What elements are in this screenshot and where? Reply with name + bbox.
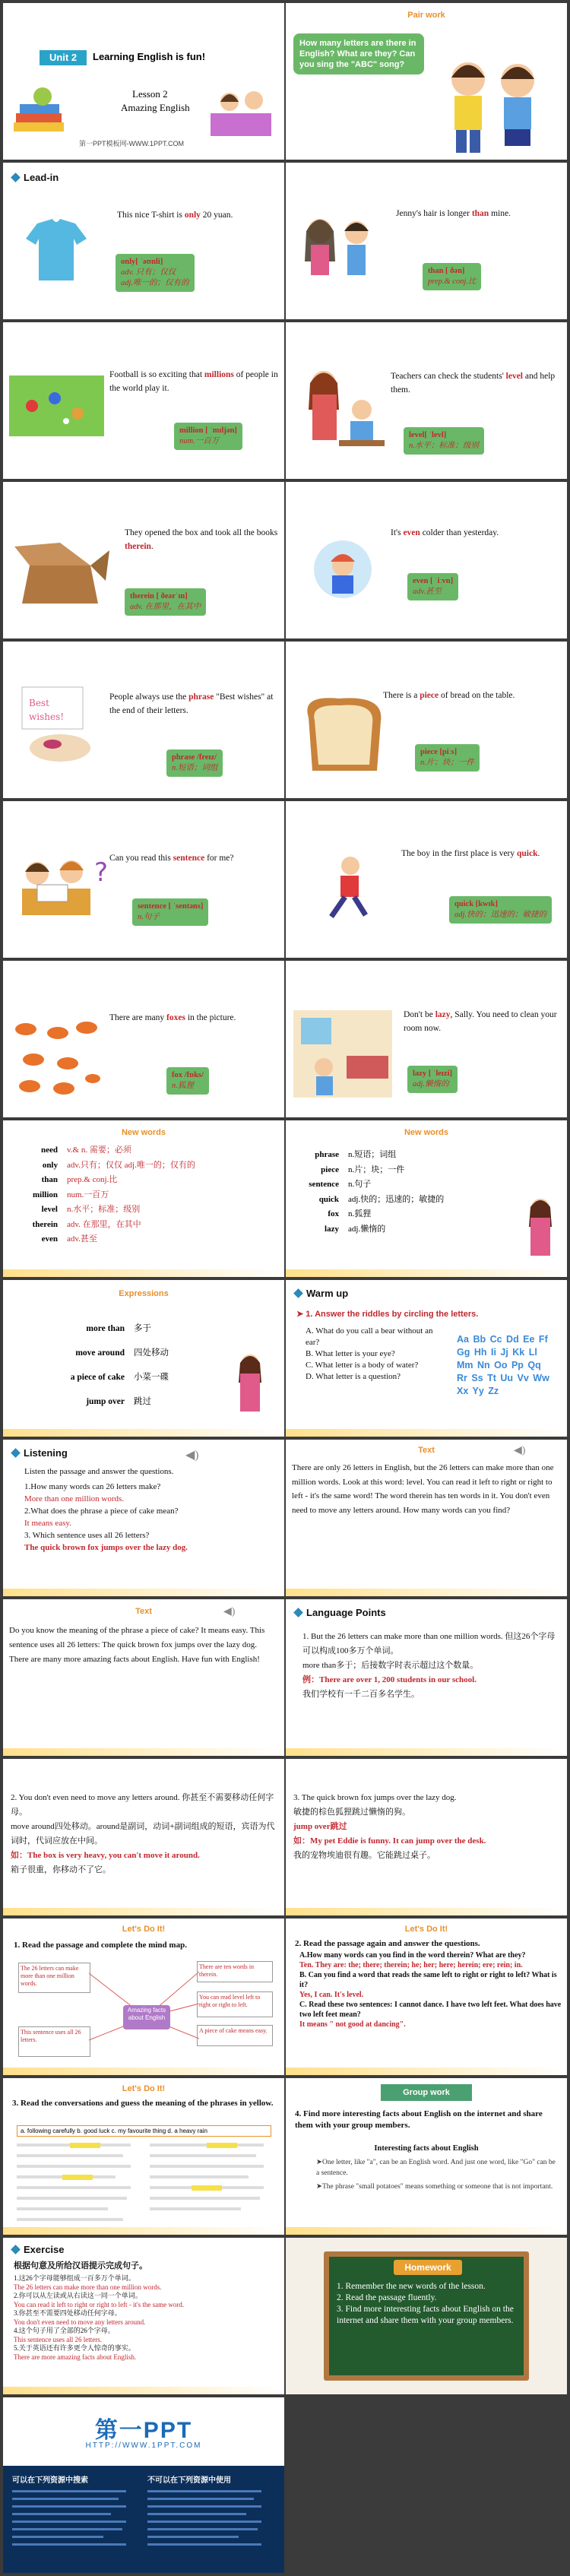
note-than: than [ ðən] prep.& conj.比 [423, 263, 481, 290]
sentence-sentence: Can you read this sentence for me? [109, 854, 234, 863]
slide-footer-bar [3, 1748, 284, 1756]
word-row: than prep.& conj.比 [41, 1175, 118, 1184]
homework-list: 1. Remember the new words of the lesson. 2. Read the passage fluently. 3. Find more interesting facts about English on the internet and share them with your group members. [337, 2282, 514, 2325]
slide-footer-bar [286, 2067, 567, 2075]
warm-up-title: Warm up [295, 1288, 348, 1299]
text-slide-1 [286, 1440, 567, 1596]
note-only: only[ ˈəʊnli] adv. 只有；仅仅 adj.唯一的；仅有的 [116, 254, 195, 292]
slide-footer-bar [3, 1269, 284, 1277]
svg-text:?: ? [94, 857, 109, 888]
running-boy-illustration [316, 854, 377, 923]
slide-footer-bar [3, 2387, 284, 2394]
cold-child-illustration [312, 539, 373, 600]
chalkboard [324, 2251, 529, 2381]
word-row: even adv.甚至 [41, 1234, 97, 1244]
word-row: fox n.狐狸 [328, 1209, 372, 1218]
speaker-icon[interactable]: ◀) [223, 1606, 236, 1618]
word-row: piece n.片；块；一件 [321, 1164, 405, 1174]
lets-do-slide-3 [3, 2078, 284, 2235]
new-words-list-1 [11, 1143, 277, 1247]
listening-content: Listen the passage and answer the questions. 1.How many words can 26 letters make? More than one million words. 2.What does the phrase a piece of cake mean? It means easy. 3. Which sentence uses all 26 letters? The quick brown fox jumps over the lazy dog. [24, 1467, 188, 1552]
pair-work-bubble: How many letters are there in English? What are they? Can you sing the "ABC" song? [293, 33, 424, 74]
ppt-ad-slide [3, 2397, 284, 2573]
speaker-icon[interactable]: ◀) [185, 1449, 199, 1462]
text-label-1: Text [418, 1446, 435, 1455]
new-words-list-2 [292, 1148, 512, 1237]
slide-footer-bar [286, 2227, 567, 2235]
note-lazy: lazy [ ˈleɪzi] adj.懒惰的 [407, 1066, 458, 1093]
teacher-illustration [231, 1352, 269, 1421]
word-row: need v.& n. 需要；必须 [41, 1145, 131, 1155]
lesson-subtitle: Amazing English [121, 102, 190, 113]
foxes-illustration [11, 1014, 102, 1098]
homework-label: Homework [394, 2260, 462, 2275]
sentence-than: Jenny's hair is longer than mine. [396, 209, 511, 218]
language-point-1: 1. But the 26 letters can make more than one million words. 但这26个字母可以构成100多万个单词。 more than多于；后接数字时表示超过这个数量。 例：There are over 1, 200 students in our school. 我们学校有一千二百多名学生。 [302, 1632, 556, 1699]
leadin-slide-5 [3, 482, 284, 638]
note-piece: piece [piːs] n.片；块；一件 [415, 744, 480, 772]
teacher-student-illustration [297, 364, 385, 463]
open-box-illustration [14, 535, 113, 611]
ad-left-heading: 可以在下列资源中搜索 [12, 2476, 88, 2485]
girls-hair-illustration [297, 208, 381, 292]
note-million: million [ ˈmɪljən] num.一百万 [174, 423, 242, 450]
bullet-diamond-icon [11, 2245, 21, 2254]
two-children-illustration [438, 49, 552, 155]
word-row: therein adv. 在那里，在其中 [32, 1219, 141, 1229]
pair-work-slide [286, 3, 567, 160]
word-row: phrase n.短语；词组 [315, 1150, 397, 1159]
sentence-phrase: People always use the phrase "Best wishes" at the end of their letters. [109, 692, 274, 715]
sentence-piece: There is a piece of bread on the table. [383, 691, 515, 700]
slide-footer-bar [286, 1748, 567, 1756]
kids-reading-illustration [207, 79, 275, 140]
mind-map-node: There are ten words in therein. [197, 1961, 273, 1982]
slide-footer-bar [3, 2227, 284, 2235]
leadin-title: Lead-in [12, 172, 59, 183]
leadin-slide-2 [286, 163, 567, 319]
note-therein: therein [ ðeərˈɪn] adv. 在那里，在其中 [125, 588, 206, 616]
riddle-item: B. What letter is your eye? [306, 1349, 395, 1358]
best-wishes-card-illustration [18, 683, 94, 767]
expressions-list [18, 1317, 169, 1414]
football-field-illustration [9, 375, 104, 436]
new-words-slide-2 [286, 1120, 567, 1277]
svg-text:wishes!: wishes! [29, 711, 65, 722]
sentence-million: Football is so exciting that millions of people in the world play it. [109, 370, 278, 393]
riddle-list [306, 1326, 442, 1383]
slide-footer-bar [286, 1429, 567, 1437]
note-fox: fox /fɒks/ n.狐狸 [166, 1067, 209, 1095]
lesson-title: Learning English is fun! [93, 51, 206, 62]
sentence-level: Teachers can check the students' level and help them. [391, 372, 556, 394]
messy-room-illustration [293, 1010, 392, 1098]
ad-url[interactable]: HTTP://WWW.1PPT.COM [85, 2441, 202, 2450]
lets-do-slide-1 [3, 1919, 284, 2075]
new-words-label-1: New words [121, 1128, 166, 1137]
word-row: lazy adj.懒惰的 [325, 1224, 386, 1234]
expressions-slide [3, 1280, 284, 1437]
alphabet-letters: Aa Bb Cc Dd Ee Ff Gg Hh Ii Jj Kk Ll Mm Nn Oo Pp Qq Rr Ss Tt Uu Vv Ww Xx Yy Zz [457, 1334, 549, 1396]
lets-do-label-1: Let's Do It! [122, 1925, 166, 1934]
slide-footer-bar [286, 1908, 567, 1915]
text-label-2: Text [135, 1607, 152, 1616]
language-points-slide-2 [3, 1759, 284, 1915]
slide-footer-bar [3, 1429, 284, 1437]
ad-right-heading: 不可以在下列资源中使用 [147, 2476, 231, 2485]
leadin-slide-4 [286, 322, 567, 479]
leadin-slide-12 [286, 961, 567, 1117]
language-points-title: Language Points [295, 1607, 386, 1618]
leadin-slide-8 [286, 642, 567, 798]
leadin-slide-11 [3, 961, 284, 1117]
mind-map-node: This sentence uses all 26 letters. [18, 2026, 90, 2057]
mind-map-node: You can read level left to right or right to left. [197, 1991, 273, 2017]
sentence-only: This nice T-shirt is only 20 yuan. [117, 211, 233, 220]
exercise-title: Exercise [12, 2244, 65, 2255]
warm-up-task: ➤ 1. Answer the riddles by circling the letters. [296, 1310, 479, 1319]
expression-row: a piece of cake 小菜一碟 [70, 1373, 169, 1382]
slide-footer-bar [3, 1908, 284, 1915]
note-level: level[ ˈlevl] n.水平；标准；级别 [404, 427, 484, 455]
group-work-slide [286, 2078, 567, 2235]
group-work-subtitle: Interesting facts about English [374, 2144, 479, 2153]
leadin-slide-10 [286, 801, 567, 958]
word-row: sentence n.句子 [309, 1180, 372, 1189]
tshirt-illustration [22, 216, 90, 284]
riddle-item: C. What letter is a body of water? [306, 1361, 419, 1370]
sentence-quick: The boy in the first place is very quick. [401, 849, 540, 858]
language-points-slide-1 [286, 1599, 567, 1756]
language-points-slide-3 [286, 1759, 567, 1915]
word-row: million num.一百万 [32, 1190, 109, 1199]
expressions-label: Expressions [119, 1289, 169, 1298]
leadin-slide-1 [3, 163, 284, 319]
bullet-diamond-icon [293, 1288, 303, 1298]
expression-row: jump over 跳过 [86, 1397, 151, 1406]
note-even: even [ ˈiːvn] adv.甚至 [407, 573, 458, 600]
slide-footer-bar [286, 1269, 567, 1277]
group-work-label: Group work [381, 2084, 472, 2101]
lets-do-slide-2 [286, 1919, 567, 2075]
slide-footer-bar [3, 1589, 284, 1596]
note-phrase: phrase /freɪz/ n.短语；词组 [166, 749, 223, 777]
books-illustration [12, 83, 73, 136]
interesting-facts: ➤One letter, like "a", can be an English word. And just one word, like "Go" can be a sentence. ➤The phrase "small potatoes" means something or someone that is not important. [316, 2159, 556, 2191]
slide-footer-bar [286, 1589, 567, 1596]
bread-slice-illustration [293, 695, 392, 778]
lets-do-task-3: 3. Read the conversations and guess the meaning of the phrases in yellow. [12, 2099, 274, 2108]
leadin-slide-6 [286, 482, 567, 638]
language-point-3: 3. The quick brown fox jumps over the lazy dog. 敏捷的棕色狐狸跳过懒惰的狗。 jump over跳过 如：My pet Eddie is funny. It can jump over the desk. 我的宠物埃迪很有趣。它能跳过桌子。 [293, 1793, 486, 1860]
note-sentence: sentence [ ˈsentəns] n.句子 [132, 898, 208, 926]
text-paragraph-1: There are only 26 letters in English, but the 26 letters can make more than one million words. Look at this word: level. You can read it left to right or right to left - it's the same word! The word therein has ten words in it. You don't even need to move any letters around. How many words can you find? [292, 1463, 554, 1515]
lets-do-qa: A.How many words can you find in the word therein? What are they? Ten. They are: the; there; therein; he; her; here; herein; ere; rein; in. B. Can you find a word that reads the same left to right or right to left? What is it? Yes, I can. It's level. C. Read these two sentences: I cannot dance. I have two left feet. What does have two left feet mean? It means " not good at dancing". [299, 1951, 562, 2029]
lets-do-task-2: 2. Read the passage again and answer the questions. [295, 1939, 480, 1948]
mind-map-center: Amazing facts about English [127, 2007, 166, 2021]
homework-slide [286, 2238, 567, 2394]
exercise-slide [3, 2238, 284, 2394]
word-row: quick adj.快的；迅速的；敏捷的 [318, 1194, 445, 1204]
conversation-worksheet [17, 2139, 271, 2226]
title-slide [3, 3, 284, 160]
site-label: 第一PPT模板网-WWW.1PPT.COM [79, 140, 184, 147]
note-quick: quick [kwɪk] adj.快的；迅速的；敏捷的 [449, 896, 552, 924]
warm-up-slide [286, 1280, 567, 1437]
lets-do-label-3: Let's Do It! [122, 2084, 166, 2093]
slide-footer-bar [3, 2067, 284, 2075]
leadin-slide-7 [3, 642, 284, 798]
riddle-item: A. What do you call a bear without an ear? [306, 1326, 433, 1347]
lets-do-task-1: 1. Read the passage and complete the mind map. [14, 1941, 187, 1950]
listening-slide [3, 1440, 284, 1596]
bullet-diamond-icon [11, 173, 21, 182]
word-row: level n.水平；标准；级别 [41, 1205, 141, 1214]
teacher-pointing-illustration [521, 1196, 559, 1265]
leadin-slide-3 [3, 322, 284, 479]
bullet-diamond-icon [293, 1608, 303, 1618]
riddle-item: D. What letter is a question? [306, 1372, 401, 1381]
new-words-slide-1 [3, 1120, 284, 1277]
exercise-lines: 1.这26个字母能够组成一百多万个单词。 The 26 letters can make more than one million words. 2.你可以从左读或从右读这一同一个单词。 You can read it left to right or right to left - it's the same word. 3.你甚至不需要四处移动任何字母。 You don't even need to move any letters around. 4.这个句子用了全部的26个字母。 This sentence uses all 26 letters. 5.关于英语还有许多更令人惊奇的事实。 There are more amazing facts about English. [14, 2274, 185, 2361]
bullet-diamond-icon [11, 1448, 21, 1458]
phrase-options: a. following carefully b. good luck c. my favourite thing d. a heavy rain [17, 2125, 271, 2137]
mind-map-node: The 26 letters can make more than one million words. [18, 1963, 90, 1993]
pair-work-label: Pair work [407, 11, 445, 20]
ad-link-list [12, 2487, 278, 2567]
expression-row: more than 多于 [86, 1324, 151, 1333]
ad-logo: 第一PPT [94, 2418, 193, 2443]
leadin-slide-9 [3, 801, 284, 958]
text-slide-2 [3, 1599, 284, 1756]
speaker-icon[interactable]: ◀) [514, 1445, 526, 1456]
lesson-number: Lesson 2 [132, 88, 168, 100]
sentence-even: It's even colder than yesterday. [391, 528, 499, 537]
children-reading-illustration [14, 851, 113, 927]
sentence-fox: There are many foxes in the picture. [109, 1013, 236, 1022]
expression-row: move around 四处移动 [75, 1348, 169, 1358]
text-paragraph-2: Do you know the meaning of the phrase a piece of cake? It means easy. This sentence uses all 26 letters: The quick brown fox jumps over the lazy dog. There are many more amazing facts about English. Have fun with English! [9, 1626, 265, 1664]
new-words-label-2: New words [404, 1128, 449, 1137]
sentence-lazy: Don't be lazy, Sally. You need to clean your room now. [404, 1010, 557, 1033]
mind-map-node: A piece of cake means easy. [197, 2025, 273, 2046]
lets-do-label-2: Let's Do It! [404, 1925, 448, 1934]
word-row: only adv.只有；仅仅 adj.唯一的；仅有的 [42, 1160, 195, 1170]
svg-text:Best: Best [29, 698, 49, 708]
language-point-2: 2. You don't even need to move any letters around. 你甚至不需要移动任何字母。 move around四处移动。around是副词，动词+副词组成的短语，宾语为代词时，代词应放在中间。 如：The box is very heavy, you can't move it around. 箱子很重，你移动不了它。 [11, 1793, 275, 1874]
exercise-intro: 根据句意及所给汉语提示完成句子。 [14, 2261, 147, 2270]
group-work-task: 4. Find more interesting facts about English on the internet and share them with your group members. [295, 2109, 543, 2130]
listening-title: Listening [12, 1447, 68, 1459]
unit-badge: Unit 2 [40, 50, 87, 65]
sentence-therein: They opened the box and took all the books therein. [125, 528, 278, 551]
